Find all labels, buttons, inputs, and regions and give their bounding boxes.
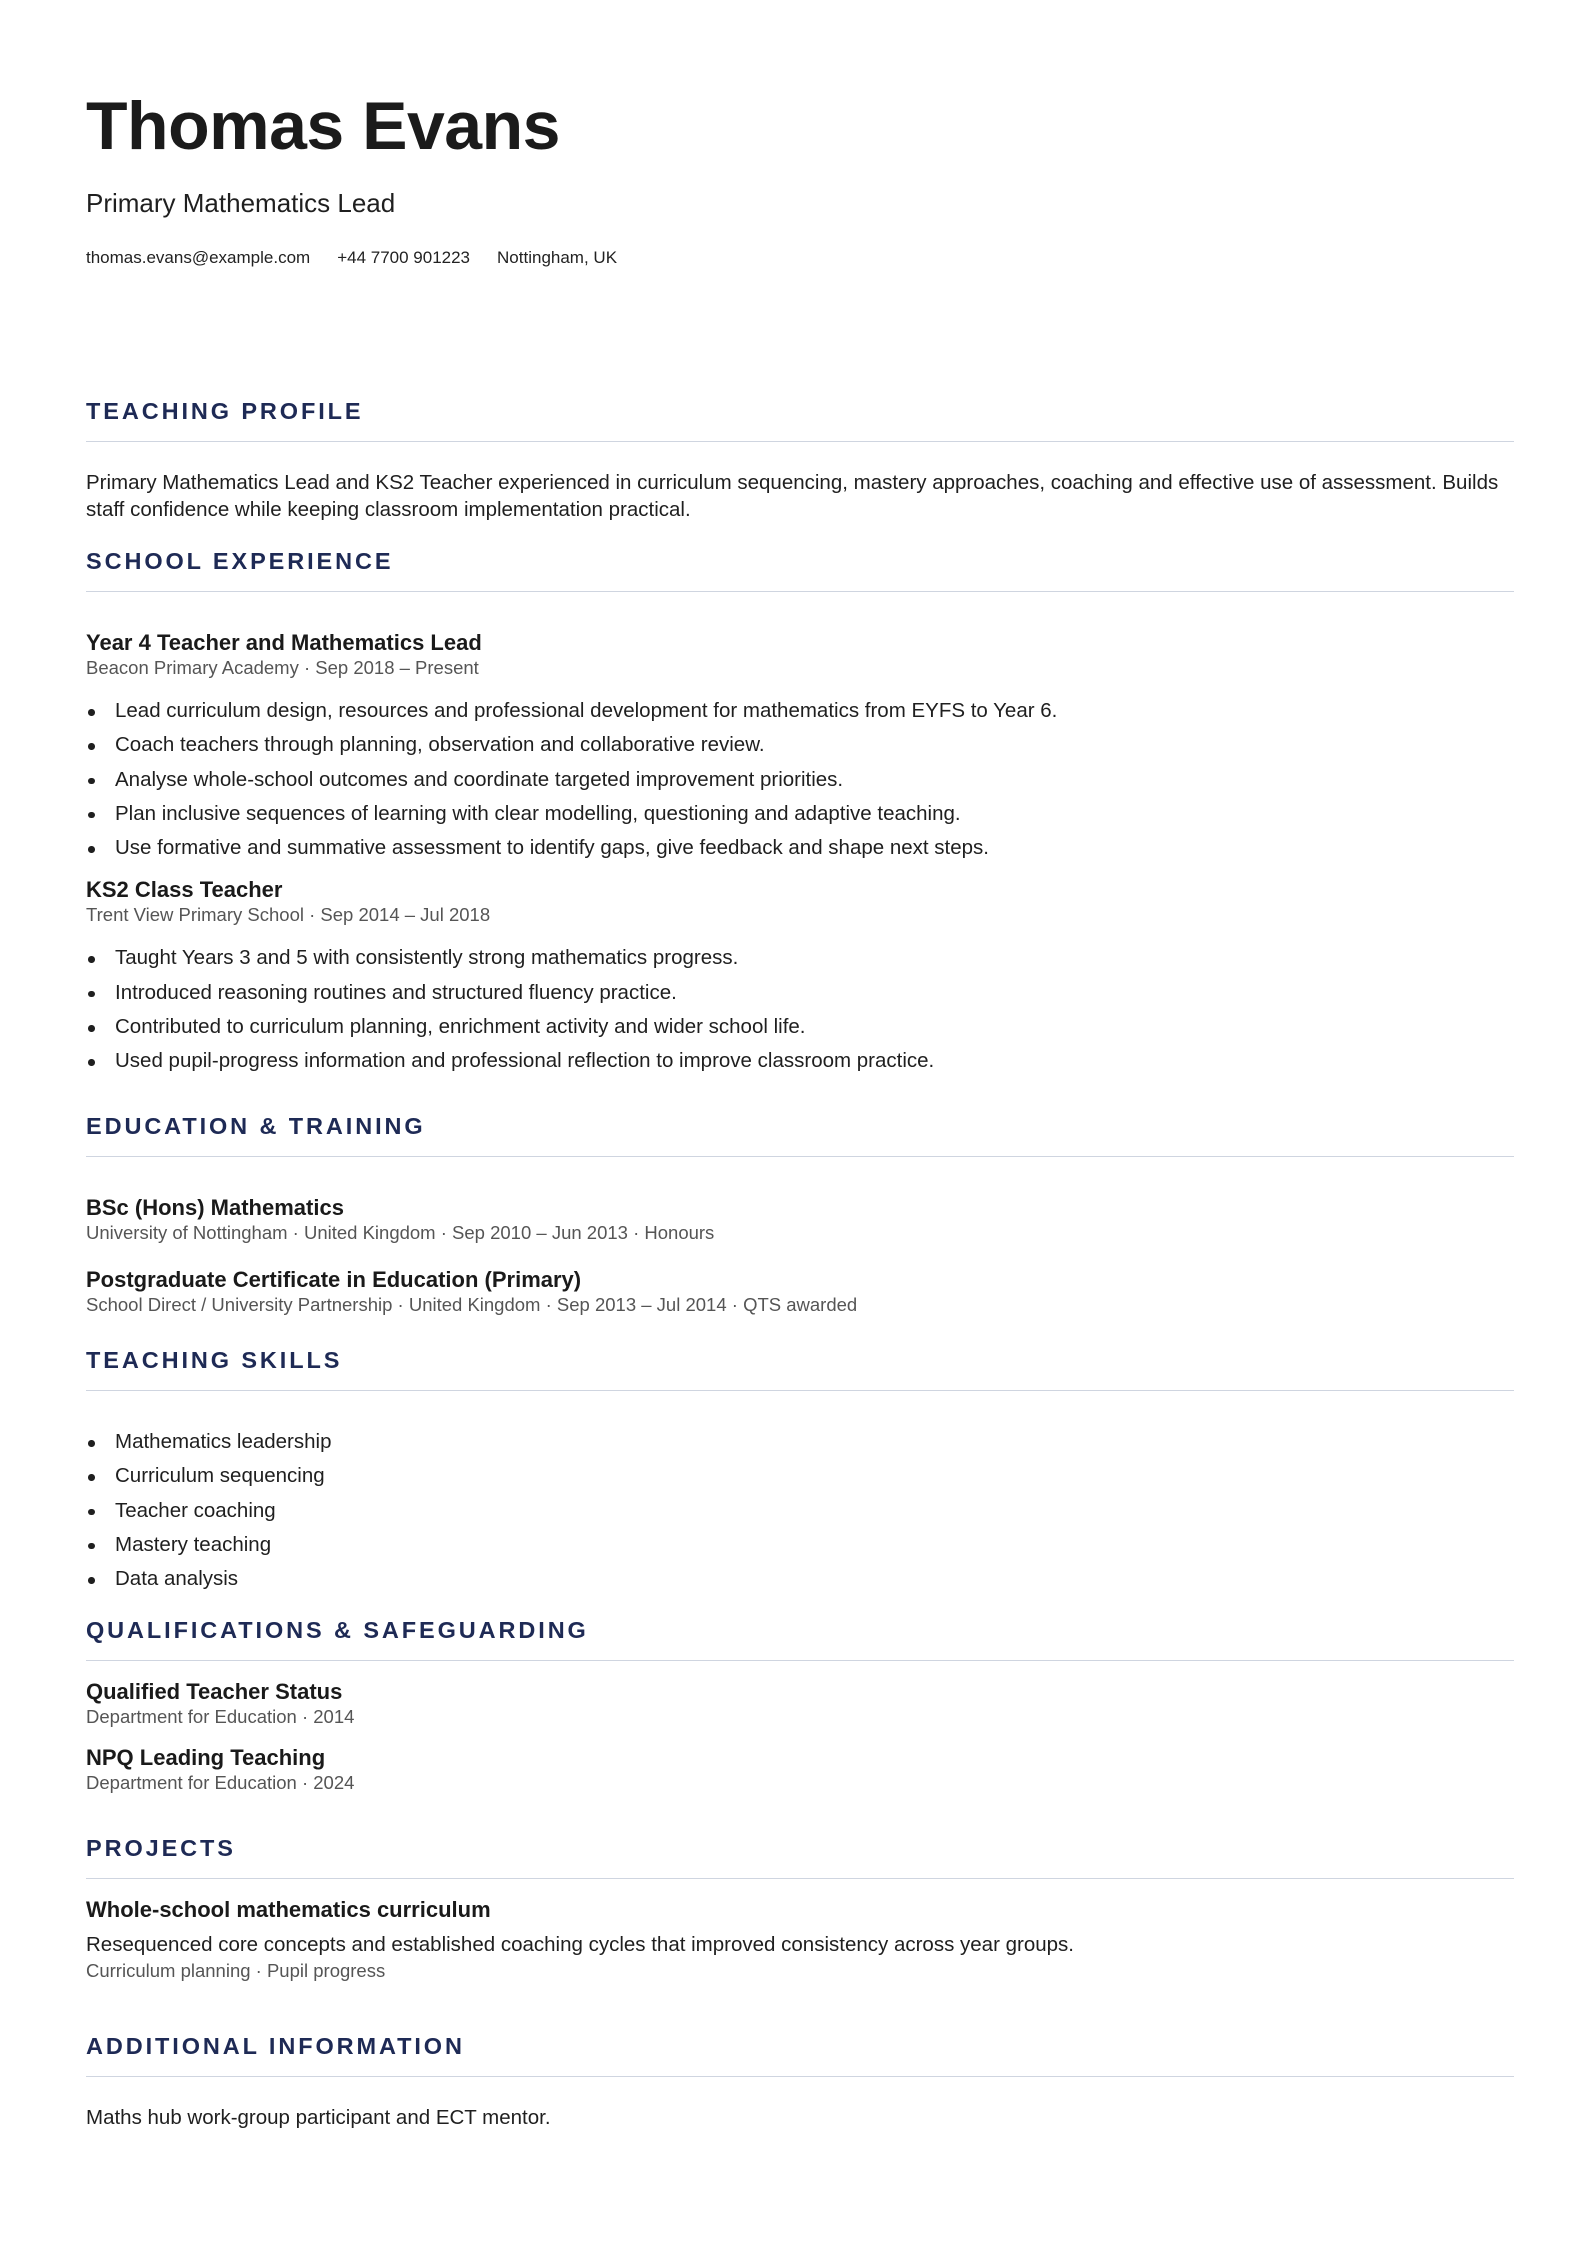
job-title: KS2 Class Teacher	[86, 877, 283, 903]
section-divider	[86, 2076, 1514, 2078]
qualification-entry	[86, 1745, 1514, 1795]
list-item: Plan inclusive sequences of learning with clear modelling, questioning and adaptive teaching.	[86, 797, 1514, 831]
list-item: Analyse whole-school outcomes and coordinate targeted improvement priorities.	[86, 763, 1514, 797]
section-divider	[86, 441, 1514, 443]
experience-entry	[86, 630, 1514, 865]
qualification-meta: Department for Education · 2014	[86, 1706, 355, 1727]
job-meta: Beacon Primary Academy · Sep 2018 – Present	[86, 657, 479, 678]
section-heading: SCHOOL EXPERIENCE	[86, 548, 394, 574]
section-teaching-profile	[86, 400, 1514, 523]
job-meta: Trent View Primary School · Sep 2014 – Jul 2018	[86, 904, 491, 926]
list-item: Used pupil-progress information and professional reflection to improve classroom practice.	[86, 1044, 1514, 1078]
list-item: Coach teachers through planning, observation and collaborative review.	[86, 728, 1514, 762]
section-divider	[86, 591, 1514, 593]
experience-entry	[86, 877, 1514, 1078]
section-heading: QUALIFICATIONS & SAFEGUARDING	[86, 1617, 589, 1643]
section-heading: ADDITIONAL INFORMATION	[86, 2033, 465, 2059]
qualification-entry	[86, 1679, 1514, 1729]
section-additional-information	[86, 2035, 1514, 2132]
qualification-title: NPQ Leading Teaching	[86, 1745, 326, 1770]
qualification-title: Qualified Teacher Status	[86, 1679, 343, 1704]
project-title: Whole-school mathematics curriculum	[86, 1897, 491, 1922]
contact-email[interactable]: thomas.evans@example.com	[86, 248, 311, 267]
list-item: Mastery teaching	[86, 1528, 1514, 1562]
candidate-name: Thomas Evans	[86, 88, 560, 164]
contact-location: Nottingham, UK	[497, 248, 618, 267]
profile-summary: Primary Mathematics Lead and KS2 Teacher experienced in curriculum sequencing, mastery approaches, coaching and effective use of assessment. Builds staff confidence while keeping classroom implementation practical.	[86, 471, 1499, 521]
list-item: Data analysis	[86, 1562, 1514, 1596]
contact-line	[86, 248, 617, 268]
list-item: Taught Years 3 and 5 with consistently strong mathematics progress.	[86, 941, 1514, 975]
section-qualifications	[86, 1619, 1514, 1795]
job-bullets	[86, 941, 1514, 1078]
section-heading: EDUCATION & TRAINING	[86, 1113, 426, 1139]
section-divider	[86, 1156, 1514, 1158]
section-projects	[86, 1837, 1514, 1983]
section-divider	[86, 1878, 1514, 1880]
education-entry	[86, 1195, 1514, 1245]
list-item: Mathematics leadership	[86, 1425, 1514, 1459]
section-heading: TEACHING PROFILE	[86, 398, 364, 424]
skills-list	[86, 1425, 1514, 1596]
project-tags: Curriculum planning · Pupil progress	[86, 1959, 386, 1981]
education-meta: University of Nottingham · United Kingdom · Sep 2010 – Jun 2013 · Honours	[86, 1222, 715, 1243]
section-divider	[86, 1660, 1514, 1662]
section-divider	[86, 1390, 1514, 1392]
section-heading: PROJECTS	[86, 1835, 236, 1861]
additional-text: Maths hub work-group participant and ECT mentor.	[86, 2106, 551, 2129]
education-meta: School Direct / University Partnership · United Kingdom · Sep 2013 – Jul 2014 · QTS awarded	[86, 1294, 858, 1315]
education-entry	[86, 1267, 1514, 1317]
job-bullets	[86, 694, 1514, 865]
list-item: Lead curriculum design, resources and professional development for mathematics from EYFS to Year 6.	[86, 694, 1514, 728]
contact-phone[interactable]: +44 7700 901223	[337, 248, 471, 267]
project-entry	[86, 1897, 1514, 1983]
list-item: Teacher coaching	[86, 1494, 1514, 1528]
project-description: Resequenced core concepts and established coaching cycles that improved consistency across year groups.	[86, 1933, 1074, 1956]
list-item: Introduced reasoning routines and structured fluency practice.	[86, 976, 1514, 1010]
list-item: Use formative and summative assessment to identify gaps, give feedback and shape next steps.	[86, 831, 1514, 865]
section-school-experience	[86, 550, 1514, 1079]
education-title: Postgraduate Certificate in Education (Primary)	[86, 1267, 582, 1292]
job-title: Year 4 Teacher and Mathematics Lead	[86, 630, 482, 655]
section-education	[86, 1115, 1514, 1317]
list-item: Contributed to curriculum planning, enrichment activity and wider school life.	[86, 1010, 1514, 1044]
list-item: Curriculum sequencing	[86, 1459, 1514, 1493]
education-title: BSc (Hons) Mathematics	[86, 1195, 344, 1220]
candidate-title: Primary Mathematics Lead	[86, 188, 396, 218]
section-teaching-skills	[86, 1349, 1514, 1596]
qualification-meta: Department for Education · 2024	[86, 1772, 355, 1793]
section-heading: TEACHING SKILLS	[86, 1347, 343, 1373]
